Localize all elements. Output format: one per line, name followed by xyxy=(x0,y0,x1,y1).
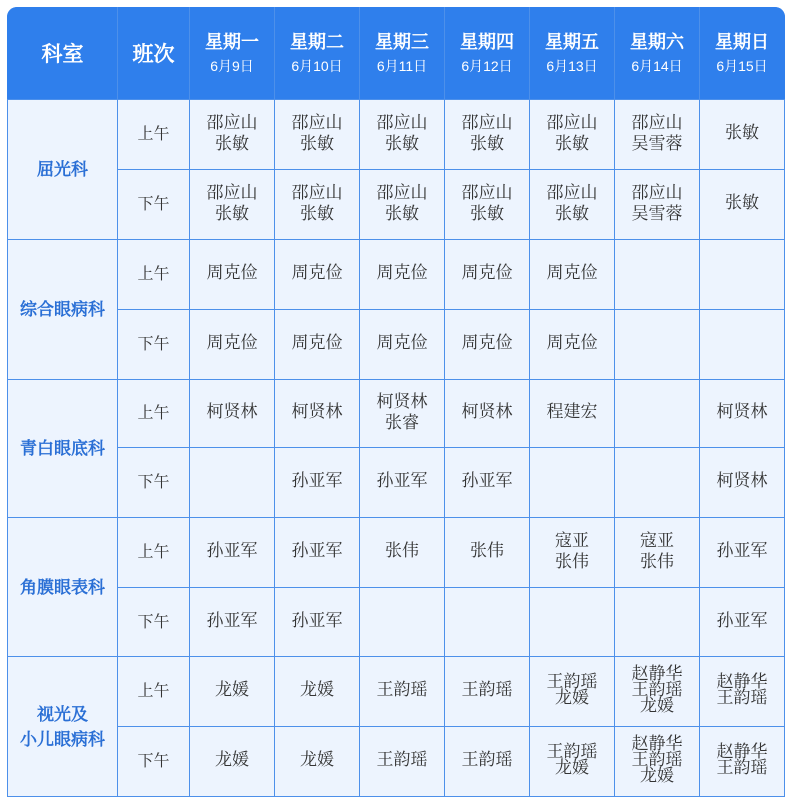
doctor-name: 柯贤林 xyxy=(716,402,768,421)
doctor-name: 孙亚军 xyxy=(291,471,343,490)
schedule-cell xyxy=(275,170,359,239)
date-label: 6月9日 xyxy=(210,58,254,74)
header-day-tuesday xyxy=(275,7,359,99)
date-label: 6月12日 xyxy=(461,58,513,74)
weekday-label: 星期六 xyxy=(630,32,684,52)
department-cell xyxy=(8,100,117,239)
doctor-name: 邵应山 xyxy=(376,112,428,132)
doctor-name: 邵应山 xyxy=(461,112,513,132)
header-day-friday xyxy=(530,7,614,99)
schedule-cell xyxy=(275,727,359,796)
shift-label: 下午 xyxy=(118,170,189,239)
schedule-cell xyxy=(275,380,359,447)
schedule-cell xyxy=(530,310,614,379)
doctor-name: 龙媛 xyxy=(640,695,674,715)
department-cell xyxy=(8,657,117,796)
doctor-name: 邵应山 xyxy=(546,112,598,132)
schedule-cell xyxy=(700,170,784,239)
header-day-sunday xyxy=(700,7,784,99)
doctor-name: 邵应山 xyxy=(376,182,428,202)
schedule-cell-empty xyxy=(615,588,699,656)
schedule-cell-empty xyxy=(700,310,784,379)
doctor-name: 邵应山 xyxy=(461,182,513,202)
header-day-monday xyxy=(190,7,274,99)
schedule-cell xyxy=(275,448,359,517)
doctor-name: 吴雪蓉 xyxy=(631,203,683,223)
doctor-name: 王韵瑶 xyxy=(461,749,513,769)
doctor-name: 赵静华 xyxy=(631,663,683,683)
doctor-name: 张敏 xyxy=(725,193,759,212)
doctor-name: 孙亚军 xyxy=(206,541,258,560)
schedule-cell-empty xyxy=(190,448,274,517)
schedule-cell xyxy=(700,380,784,447)
schedule-cell-empty xyxy=(700,240,784,309)
department-name: 综合眼病科 xyxy=(20,300,105,319)
schedule-table xyxy=(7,7,785,797)
doctor-name: 周克俭 xyxy=(291,333,343,352)
schedule-cell xyxy=(445,518,529,587)
doctor-name: 张睿 xyxy=(385,412,419,432)
shift-label: 下午 xyxy=(118,310,189,379)
schedule-cell xyxy=(275,657,359,726)
weekday-label: 星期一 xyxy=(205,32,259,52)
date-label: 6月14日 xyxy=(631,58,683,74)
schedule-cell-empty xyxy=(360,588,444,656)
doctor-name: 周克俭 xyxy=(546,333,598,352)
schedule-cell xyxy=(275,518,359,587)
schedule-cell xyxy=(700,588,784,656)
schedule-cell xyxy=(190,727,274,796)
doctor-name: 龙媛 xyxy=(215,749,249,769)
schedule-cell xyxy=(360,380,444,447)
schedule-cell xyxy=(190,588,274,656)
doctor-name: 龙媛 xyxy=(555,757,589,777)
department-name: 小儿眼病科 xyxy=(20,729,105,749)
department-name: 角膜眼表科 xyxy=(20,577,105,597)
doctor-name: 张敏 xyxy=(215,203,249,223)
schedule-cell xyxy=(190,170,274,239)
schedule-cell xyxy=(190,380,274,447)
header-shift: 班次 xyxy=(118,7,189,99)
department-cell xyxy=(8,240,117,379)
doctor-name: 邵应山 xyxy=(546,182,598,202)
doctor-name: 孙亚军 xyxy=(291,610,343,630)
doctor-name: 张敏 xyxy=(300,203,334,223)
department-name: 屈光科 xyxy=(37,160,88,179)
doctor-name: 周克俭 xyxy=(546,263,598,282)
weekday-label: 星期三 xyxy=(375,32,429,52)
schedule-cell xyxy=(360,240,444,309)
doctor-name: 邵应山 xyxy=(206,112,258,132)
schedule-cell xyxy=(360,100,444,169)
shift-label: 下午 xyxy=(118,588,189,656)
doctor-name: 柯贤林 xyxy=(716,471,768,490)
department-cell xyxy=(8,380,117,517)
schedule-cell xyxy=(530,170,614,239)
shift-label: 下午 xyxy=(118,448,189,517)
schedule-cell xyxy=(190,310,274,379)
header-day-saturday xyxy=(615,7,699,99)
doctor-name: 王韵瑶 xyxy=(461,679,513,699)
doctor-name: 赵静华 xyxy=(716,741,768,761)
doctor-name: 柯贤林 xyxy=(376,391,428,411)
doctor-name: 王韵瑶 xyxy=(376,749,428,769)
doctor-name: 孙亚军 xyxy=(716,541,768,560)
schedule-cell xyxy=(530,240,614,309)
doctor-name: 龙媛 xyxy=(215,679,249,699)
schedule-cell xyxy=(615,170,699,239)
doctor-name: 寇亚 xyxy=(555,530,589,550)
date-label: 6月13日 xyxy=(546,58,598,74)
schedule-cell xyxy=(445,380,529,447)
doctor-name: 王韵瑶 xyxy=(716,757,768,777)
schedule-cell xyxy=(190,100,274,169)
doctor-name: 张伟 xyxy=(640,551,674,571)
schedule-cell xyxy=(530,380,614,447)
doctor-name: 张伟 xyxy=(470,541,504,560)
schedule-cell xyxy=(275,588,359,656)
doctor-name: 周克俭 xyxy=(461,333,513,352)
doctor-name: 赵静华 xyxy=(716,671,768,691)
schedule-cell xyxy=(190,657,274,726)
schedule-cell xyxy=(530,100,614,169)
doctor-name: 张伟 xyxy=(555,551,589,571)
doctor-name: 龙媛 xyxy=(640,765,674,785)
schedule-cell xyxy=(700,100,784,169)
doctor-name: 张敏 xyxy=(555,203,589,223)
doctor-name: 王韵瑶 xyxy=(376,679,428,699)
doctor-name: 张敏 xyxy=(470,133,504,153)
shift-label: 上午 xyxy=(118,657,189,726)
doctor-name: 周克俭 xyxy=(206,333,258,352)
schedule-cell-empty xyxy=(615,448,699,517)
shift-label: 上午 xyxy=(118,240,189,309)
schedule-cell xyxy=(445,100,529,169)
schedule-cell-empty xyxy=(530,588,614,656)
doctor-name: 邵应山 xyxy=(291,112,343,132)
schedule-cell xyxy=(445,448,529,517)
doctor-name: 周克俭 xyxy=(376,263,428,282)
schedule-cell xyxy=(530,727,614,796)
schedule-cell-empty xyxy=(615,240,699,309)
schedule-cell xyxy=(360,657,444,726)
doctor-name: 寇亚 xyxy=(640,530,674,550)
schedule-cell-empty xyxy=(445,588,529,656)
header-day-thursday xyxy=(445,7,529,99)
doctor-name: 龙媛 xyxy=(300,679,334,699)
schedule-cell xyxy=(360,310,444,379)
schedule-cell xyxy=(275,310,359,379)
doctor-name: 赵静华 xyxy=(631,733,683,753)
date-label: 6月11日 xyxy=(376,58,428,74)
header-department: 科室 xyxy=(8,7,117,99)
doctor-name: 周克俭 xyxy=(206,263,258,282)
doctor-name: 周克俭 xyxy=(291,263,343,282)
weekday-label: 星期四 xyxy=(460,32,514,52)
department-cell xyxy=(8,518,117,656)
department-name: 视光及 xyxy=(37,704,88,724)
department-name: 青白眼底科 xyxy=(20,439,105,458)
weekday-label: 星期五 xyxy=(545,32,599,52)
shift-label: 下午 xyxy=(118,727,189,796)
schedule-cell xyxy=(445,240,529,309)
doctor-name: 张敏 xyxy=(300,133,334,153)
doctor-name: 邵应山 xyxy=(206,182,258,202)
doctor-name: 邵应山 xyxy=(291,182,343,202)
schedule-cell xyxy=(360,448,444,517)
schedule-cell-empty xyxy=(615,380,699,447)
schedule-cell xyxy=(615,657,699,726)
schedule-cell xyxy=(615,100,699,169)
schedule-cell xyxy=(445,657,529,726)
doctor-name: 张伟 xyxy=(385,541,419,560)
schedule-cell-empty xyxy=(615,310,699,379)
doctor-name: 王韵瑶 xyxy=(716,687,768,707)
doctor-name: 程建宏 xyxy=(546,402,598,421)
doctor-name: 张敏 xyxy=(555,133,589,153)
doctor-name: 孙亚军 xyxy=(716,610,768,630)
doctor-name: 张敏 xyxy=(725,123,759,142)
schedule-cell xyxy=(445,170,529,239)
schedule-cell xyxy=(700,727,784,796)
doctor-name: 龙媛 xyxy=(300,749,334,769)
doctor-name: 周克俭 xyxy=(376,333,428,352)
schedule-cell xyxy=(360,727,444,796)
shift-label: 上午 xyxy=(118,380,189,447)
schedule-cell xyxy=(360,170,444,239)
weekday-label: 星期二 xyxy=(290,32,344,52)
schedule-cell xyxy=(700,657,784,726)
doctor-name: 张敏 xyxy=(385,203,419,223)
schedule-cell xyxy=(700,448,784,517)
doctor-name: 王韵瑶 xyxy=(631,749,683,769)
doctor-name: 柯贤林 xyxy=(461,402,513,421)
schedule-cell xyxy=(445,727,529,796)
doctor-name: 张敏 xyxy=(215,133,249,153)
schedule-cell xyxy=(615,727,699,796)
doctor-name: 邵应山 xyxy=(631,182,683,202)
schedule-cell xyxy=(445,310,529,379)
doctor-name: 张敏 xyxy=(470,203,504,223)
doctor-name: 孙亚军 xyxy=(461,471,513,490)
date-label: 6月15日 xyxy=(716,58,768,74)
doctor-name: 柯贤林 xyxy=(206,402,258,421)
schedule-cell xyxy=(360,518,444,587)
doctor-name: 周克俭 xyxy=(461,263,513,282)
date-label: 6月10日 xyxy=(291,58,343,74)
doctor-name: 吴雪蓉 xyxy=(631,133,683,153)
schedule-cell xyxy=(615,518,699,587)
doctor-name: 孙亚军 xyxy=(206,610,258,630)
schedule-cell-empty xyxy=(530,448,614,517)
schedule-cell xyxy=(530,518,614,587)
doctor-name: 龙媛 xyxy=(555,687,589,707)
schedule-cell xyxy=(190,240,274,309)
schedule-cell xyxy=(190,518,274,587)
schedule-cell xyxy=(700,518,784,587)
header-day-wednesday xyxy=(360,7,444,99)
doctor-name: 孙亚军 xyxy=(291,541,343,560)
schedule-cell xyxy=(530,657,614,726)
doctor-name: 邵应山 xyxy=(631,112,683,132)
doctor-name: 王韵瑶 xyxy=(631,679,683,699)
doctor-name: 王韵瑶 xyxy=(546,671,598,691)
doctor-name: 王韵瑶 xyxy=(546,741,598,761)
schedule-cell xyxy=(275,100,359,169)
weekday-label: 星期日 xyxy=(715,32,769,52)
shift-label: 上午 xyxy=(118,518,189,587)
shift-label: 上午 xyxy=(118,100,189,169)
schedule-cell xyxy=(275,240,359,309)
doctor-name: 孙亚军 xyxy=(376,471,428,490)
doctor-name: 柯贤林 xyxy=(291,402,343,421)
doctor-name: 张敏 xyxy=(385,133,419,153)
